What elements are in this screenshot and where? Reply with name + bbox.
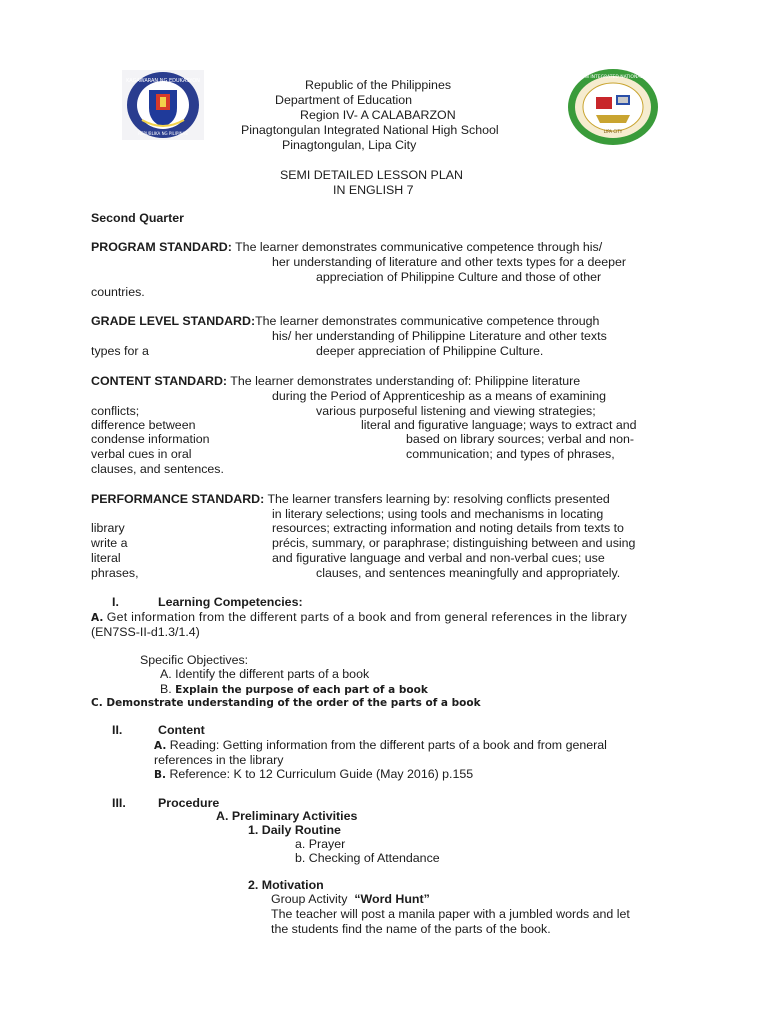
- header-school: Pinagtongulan Integrated National High School: [241, 123, 499, 137]
- content-standard-line2: during the Period of Apprenticeship as a means of examining: [272, 389, 607, 403]
- group-activity-name: “Word Hunt”: [354, 892, 430, 906]
- section3-numeral: III.: [112, 796, 126, 810]
- grade-level-standard-line3b: deeper appreciation of Philippine Culture.: [316, 344, 544, 358]
- content-standard-line5a: condense information: [91, 432, 210, 446]
- content-b-text: Reference: K to 12 Curriculum Guide (May 2016) p.155: [169, 767, 474, 781]
- objective-b-text: Explain the purpose of each part of a book: [175, 684, 428, 696]
- content-standard-line4a: difference between: [91, 418, 196, 432]
- objective-c: C. Demonstrate understanding of the order of the parts of a book: [91, 697, 481, 709]
- svg-text:KAGAWARAN NG EDUKASYON: KAGAWARAN NG EDUKASYON: [126, 78, 200, 84]
- content-b-line: [154, 767, 473, 783]
- program-standard-label: PROGRAM STANDARD:: [91, 240, 232, 254]
- content-standard-line3a: conflicts;: [91, 404, 140, 418]
- deped-seal: [122, 70, 204, 140]
- content-standard-line6b: communication; and types of phrases,: [406, 447, 615, 461]
- quarter-heading: Second Quarter: [91, 211, 184, 225]
- program-standard-line2: her understanding of literature and other texts types for a deeper: [272, 255, 627, 269]
- performance-standard-label: PERFORMANCE STANDARD:: [91, 492, 265, 506]
- competency-a-line1: [91, 610, 627, 626]
- grade-level-standard-label: GRADE LEVEL STANDARD:: [91, 314, 256, 328]
- group-activity-line: [271, 892, 430, 907]
- school-seal: [549, 67, 677, 147]
- grade-level-standard-line3a: types for a: [91, 344, 149, 358]
- header-region: Region IV- A CALABARZON: [300, 108, 456, 122]
- program-standard-line1: [91, 240, 602, 255]
- content-a-text: Reading: Getting information from the different parts of a book and from general: [169, 738, 607, 752]
- header-republic: Republic of the Philippines: [305, 78, 452, 92]
- content-a-label: A.: [154, 740, 167, 752]
- performance-standard-line4b: précis, summary, or paraphrase; distinguishing between and using: [272, 536, 636, 550]
- doc-subtitle: IN ENGLISH 7: [333, 183, 414, 197]
- group-activity-label: Group Activity: [271, 892, 348, 906]
- svg-text:PINAGTONGULAN INTEGRATED NATIO: PINAGTONGULAN INTEGRATED NATIONAL HIGH SCHOOL: [549, 75, 677, 80]
- content-standard-line4b: literal and figurative language; ways to extract and: [361, 418, 637, 432]
- program-standard-line3: appreciation of Philippine Culture and those of other: [316, 270, 602, 284]
- performance-standard-line3a: library: [91, 521, 125, 535]
- performance-standard-line5b: and figurative language and verbal and non-verbal cues; use: [272, 551, 605, 565]
- svg-text:REPUBLIKA NG PILIPINAS: REPUBLIKA NG PILIPINAS: [138, 131, 188, 136]
- competency-a-code: (EN7SS-II-d1.3/1.4): [91, 625, 200, 639]
- performance-standard-line3b: resources; extracting information and noting details from texts to: [272, 521, 624, 535]
- routine-prayer: a. Prayer: [295, 837, 346, 851]
- section1-numeral: I.: [112, 595, 119, 609]
- doc-title: SEMI DETAILED LESSON PLAN: [280, 168, 463, 182]
- objectives-heading: Specific Objectives:: [140, 653, 249, 667]
- performance-standard-line6b: clauses, and sentences meaningfully and appropriately.: [316, 566, 621, 580]
- performance-standard-text: The learner transfers learning by: resolving conflicts presented: [267, 492, 610, 506]
- performance-standard-line4a: write a: [91, 536, 128, 550]
- performance-standard-line6a: phrases,: [91, 566, 139, 580]
- objective-b-label: B.: [160, 682, 172, 696]
- program-standard-text: The learner demonstrates communicative competence through his/: [235, 240, 603, 254]
- header-department: Department of Education: [275, 93, 413, 107]
- competency-a-label: A.: [91, 612, 104, 624]
- content-standard-line6a: verbal cues in oral: [91, 447, 192, 461]
- content-standard-text: The learner demonstrates understanding of: Philippine literature: [230, 374, 581, 388]
- header-city: Pinagtongulan, Lipa City: [282, 138, 417, 152]
- content-a-line2: references in the library: [154, 753, 284, 767]
- motivation-heading: 2. Motivation: [248, 878, 324, 892]
- svg-text:LIPA CITY: LIPA CITY: [603, 129, 623, 134]
- content-a-line1: [154, 738, 607, 754]
- activity-description-line1: The teacher will post a manila paper with a jumbled words and let: [271, 907, 630, 921]
- content-standard-label: CONTENT STANDARD:: [91, 374, 228, 388]
- performance-standard-line1: [91, 492, 610, 507]
- grade-level-standard-text: The learner demonstrates communicative competence through: [255, 314, 600, 328]
- objective-a: A. Identify the different parts of a book: [160, 667, 370, 681]
- preliminary-activities-heading: A. Preliminary Activities: [216, 809, 358, 823]
- performance-standard-line5a: literal: [91, 551, 121, 565]
- content-standard-line5b: based on library sources; verbal and non-: [406, 432, 634, 446]
- content-standard-line3b: various purposeful listening and viewing strategies;: [316, 404, 596, 418]
- competency-a-text: Get information from the different parts of a book and from general references in the library: [106, 610, 628, 624]
- content-b-label: B.: [154, 769, 166, 781]
- content-standard-line1: [91, 374, 580, 389]
- performance-standard-line2: in literary selections; using tools and mechanisms in locating: [272, 507, 604, 521]
- program-standard-line4: countries.: [91, 285, 145, 299]
- section1-heading: Learning Competencies:: [158, 595, 303, 609]
- content-standard-line7: clauses, and sentences.: [91, 462, 224, 476]
- grade-level-standard-line1: [91, 314, 599, 329]
- activity-description-line2: the students find the name of the parts of the book.: [271, 922, 551, 936]
- section3-heading: Procedure: [158, 796, 220, 810]
- section2-heading: Content: [158, 723, 205, 737]
- daily-routine-heading: 1. Daily Routine: [248, 823, 341, 837]
- section2-numeral: II.: [112, 723, 123, 737]
- grade-level-standard-line2: his/ her understanding of Philippine Literature and other texts: [272, 329, 607, 343]
- routine-attendance: b. Checking of Attendance: [295, 851, 440, 865]
